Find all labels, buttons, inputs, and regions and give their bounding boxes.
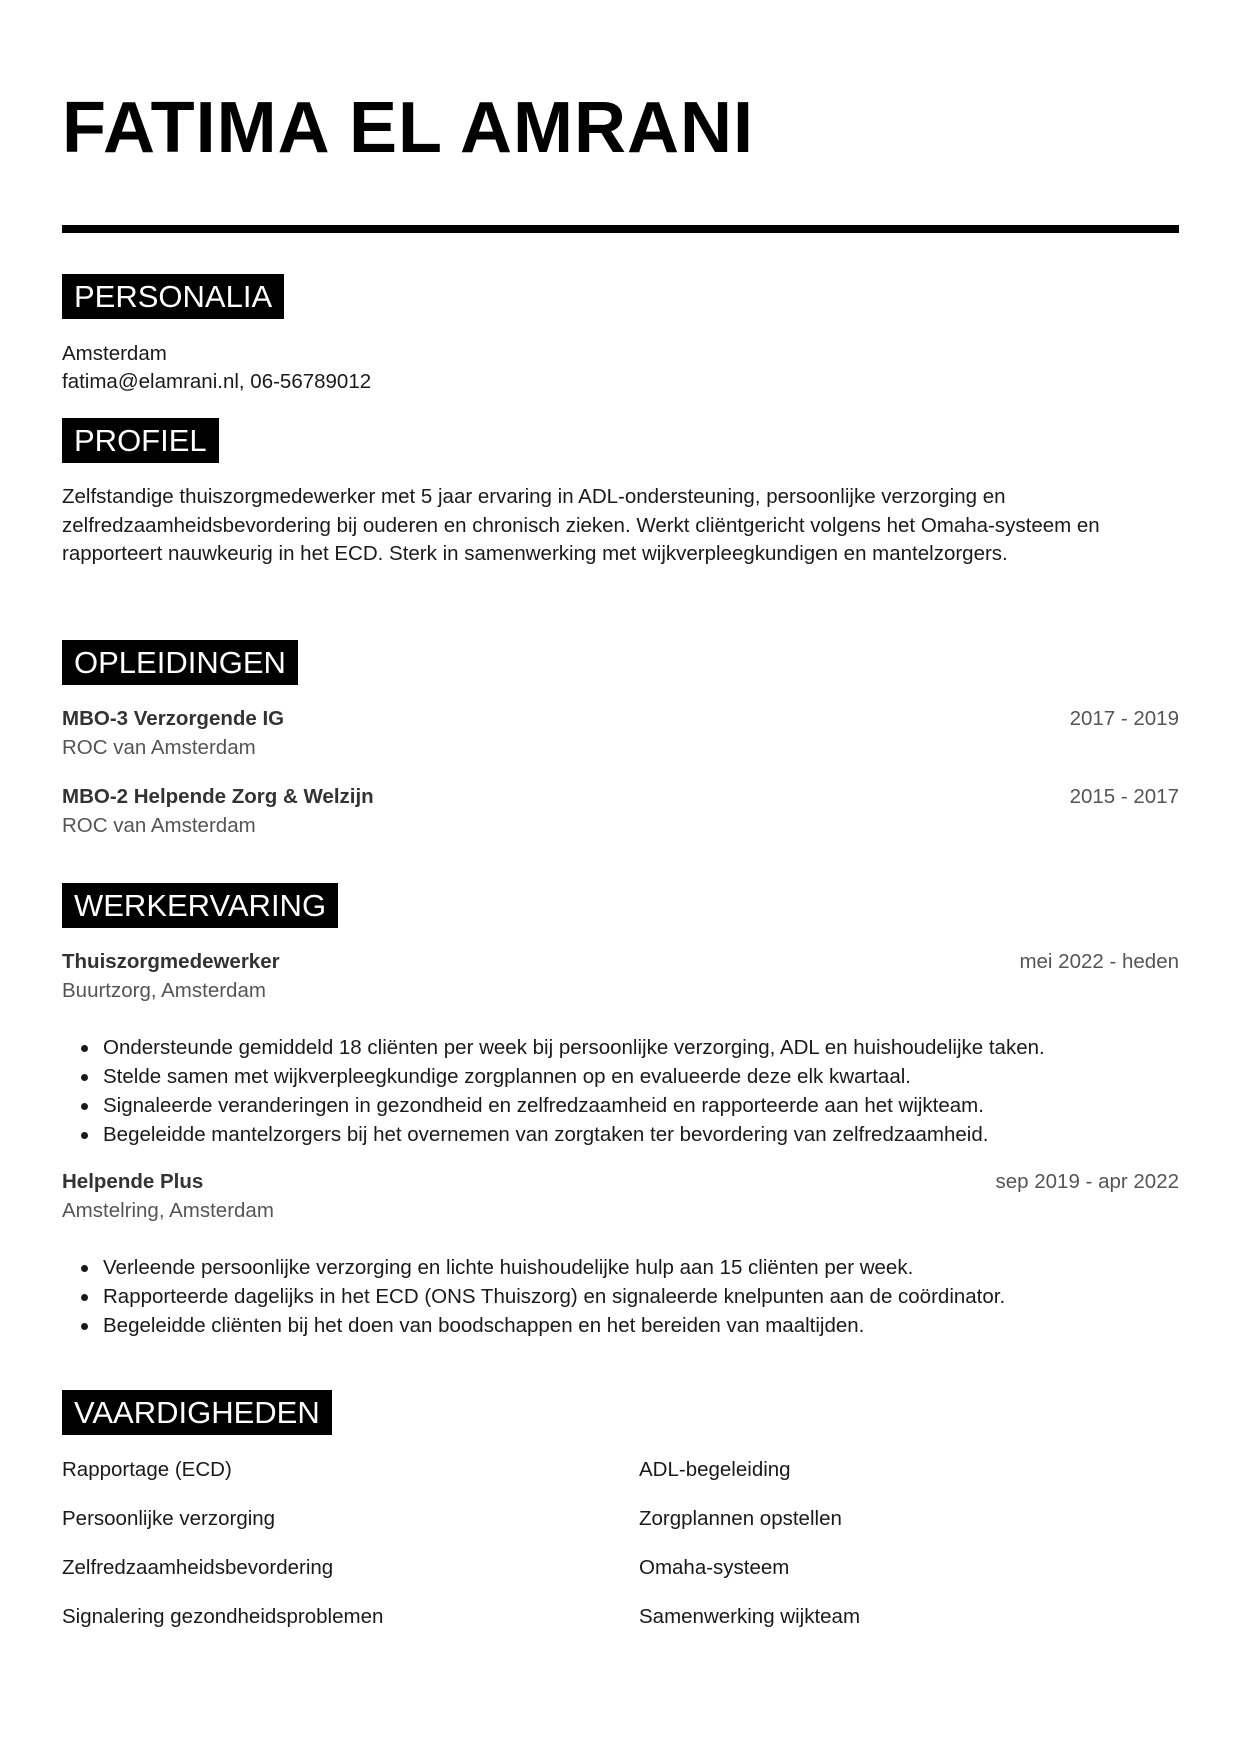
education-school: ROC van Amsterdam <box>62 736 256 759</box>
job-bullets <box>62 1253 1179 1340</box>
education-period: 2015 - 2017 <box>1069 785 1179 808</box>
education-school: ROC van Amsterdam <box>62 814 256 837</box>
job-title: Helpende Plus <box>62 1170 204 1193</box>
list-item: Signaleerde veranderingen in gezondheid en zelfredzaamheid en rapporteerde aan het wijkteam. <box>103 1091 1179 1120</box>
section-heading-opleidingen: OPLEIDINGEN <box>62 640 298 685</box>
job-employer: Buurtzorg, Amsterdam <box>62 979 266 1002</box>
job-period: mei 2022 - heden <box>1019 950 1179 973</box>
skill-item: Rapportage (ECD) <box>62 1458 232 1481</box>
job-period: sep 2019 - apr 2022 <box>995 1170 1179 1193</box>
section-heading-profiel: PROFIEL <box>62 418 219 463</box>
job-entry <box>62 948 1179 1008</box>
job-entry <box>62 1168 1179 1228</box>
education-title: MBO-2 Helpende Zorg & Welzijn <box>62 785 374 808</box>
education-entry <box>62 705 1179 765</box>
candidate-name: FATIMA EL AMRANI <box>62 88 754 168</box>
personal-city: Amsterdam <box>62 342 167 365</box>
skill-item: Omaha-systeem <box>639 1556 790 1579</box>
education-title: MBO-3 Verzorgende IG <box>62 707 285 730</box>
header-divider <box>62 225 1179 233</box>
list-item: Stelde samen met wijkverpleegkundige zorgplannen op en evalueerde deze elk kwartaal. <box>103 1062 1179 1091</box>
job-employer: Amstelring, Amsterdam <box>62 1199 274 1222</box>
list-item: Begeleidde mantelzorgers bij het overnemen van zorgtaken ter bevordering van zelfredzaamheid. <box>103 1120 1179 1149</box>
list-item: Verleende persoonlijke verzorging en lichte huishoudelijke hulp aan 15 cliënten per week. <box>103 1253 1179 1282</box>
list-item: Rapporteerde dagelijks in het ECD (ONS Thuiszorg) en signaleerde knelpunten aan de coördinator. <box>103 1282 1179 1311</box>
section-heading-vaardigheden: VAARDIGHEDEN <box>62 1390 332 1435</box>
skill-item: Persoonlijke verzorging <box>62 1507 276 1530</box>
profile-summary: Zelfstandige thuiszorgmedewerker met 5 jaar ervaring in ADL-ondersteuning, persoonlijke verzorging en zelfredzaamheidsbevordering bij ouderen en chronisch zieken. Werkt cliëntgericht volgens het Omaha-systeem en rapporteert nauwkeurig in het ECD. Sterk in samenwerking met wijkverpleegkundigen en mantelzorgers. <box>62 485 1100 565</box>
skill-item: Zelfredzaamheidsbevordering <box>62 1556 334 1579</box>
list-item: Begeleidde cliënten bij het doen van boodschappen en het bereiden van maaltijden. <box>103 1311 1179 1340</box>
list-item: Ondersteunde gemiddeld 18 cliënten per week bij persoonlijke verzorging, ADL en huishoudelijke taken. <box>103 1033 1179 1062</box>
skill-item: Zorgplannen opstellen <box>639 1507 842 1530</box>
job-title: Thuiszorgmedewerker <box>62 950 280 973</box>
skill-item: Signalering gezondheidsproblemen <box>62 1605 384 1628</box>
job-bullets <box>62 1033 1179 1149</box>
personal-contact: fatima@elamrani.nl, 06-56789012 <box>62 370 372 393</box>
skill-item: Samenwerking wijkteam <box>639 1605 861 1628</box>
section-heading-werkervaring: WERKERVARING <box>62 883 338 928</box>
education-period: 2017 - 2019 <box>1069 707 1179 730</box>
education-entry <box>62 783 1179 843</box>
skill-item: ADL-begeleiding <box>639 1458 791 1481</box>
section-heading-personalia: PERSONALIA <box>62 274 284 319</box>
